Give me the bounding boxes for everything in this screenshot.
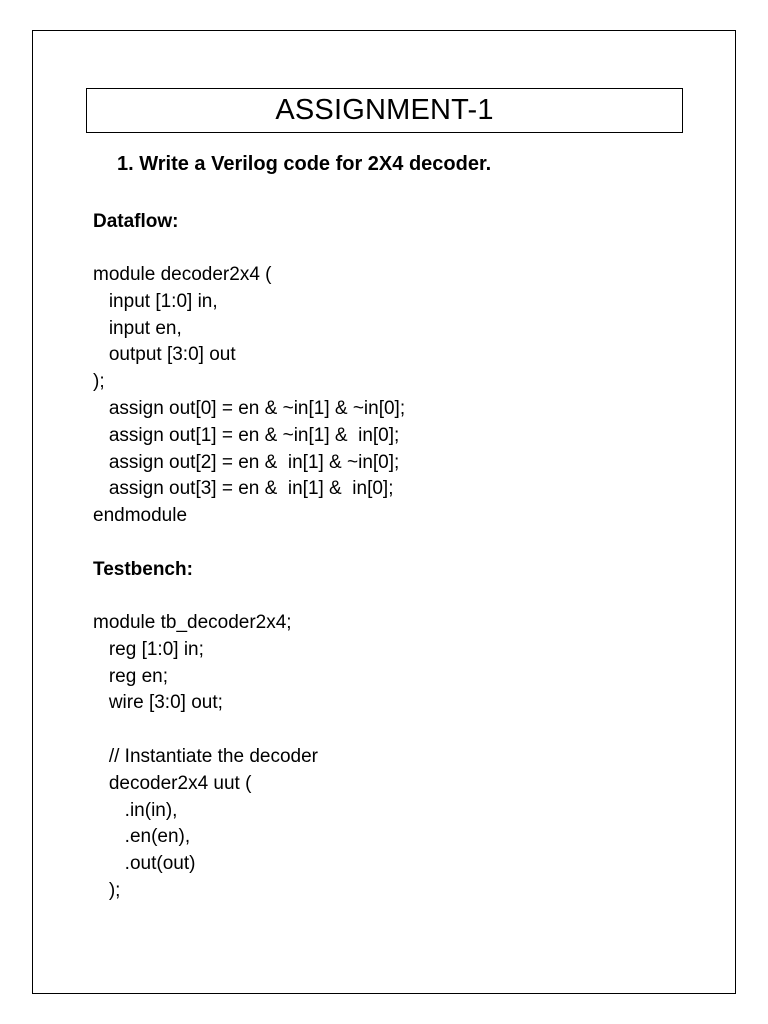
code-line: assign out[3] = en & in[1] & in[0]; bbox=[93, 478, 394, 500]
code-line: module decoder2x4 ( bbox=[93, 264, 272, 285]
code-line: decoder2x4 uut ( bbox=[93, 772, 252, 794]
code-line: module tb_decoder2x4; bbox=[93, 612, 292, 633]
question-text: 1. Write a Verilog code for 2X4 decoder. bbox=[117, 153, 492, 175]
code-line: assign out[0] = en & ~in[1] & ~in[0]; bbox=[93, 397, 406, 419]
title-box bbox=[86, 88, 683, 133]
code-line: input [1:0] in, bbox=[93, 290, 218, 312]
code-line: // Instantiate the decoder bbox=[93, 745, 318, 767]
dataflow-heading: Dataflow: bbox=[93, 211, 179, 232]
code-line: wire [3:0] out; bbox=[93, 692, 223, 714]
testbench-heading: Testbench: bbox=[93, 559, 193, 580]
dataflow-code-block bbox=[93, 262, 405, 530]
code-line: .out(out) bbox=[93, 853, 196, 875]
code-line: output [3:0] out bbox=[93, 344, 236, 366]
code-line: .in(in), bbox=[93, 799, 178, 821]
code-line: input en, bbox=[93, 317, 182, 339]
code-line: .en(en), bbox=[93, 826, 191, 848]
code-line: ); bbox=[93, 879, 121, 901]
code-line: assign out[1] = en & ~in[1] & in[0]; bbox=[93, 424, 400, 446]
code-line: reg en; bbox=[93, 665, 168, 687]
code-line bbox=[93, 717, 318, 744]
page-title: ASSIGNMENT-1 bbox=[275, 94, 494, 126]
code-line: ); bbox=[93, 371, 105, 393]
code-line: reg [1:0] in; bbox=[93, 638, 204, 660]
code-line: assign out[2] = en & in[1] & ~in[0]; bbox=[93, 451, 400, 473]
code-line: endmodule bbox=[93, 505, 188, 527]
testbench-code-block bbox=[93, 610, 318, 905]
